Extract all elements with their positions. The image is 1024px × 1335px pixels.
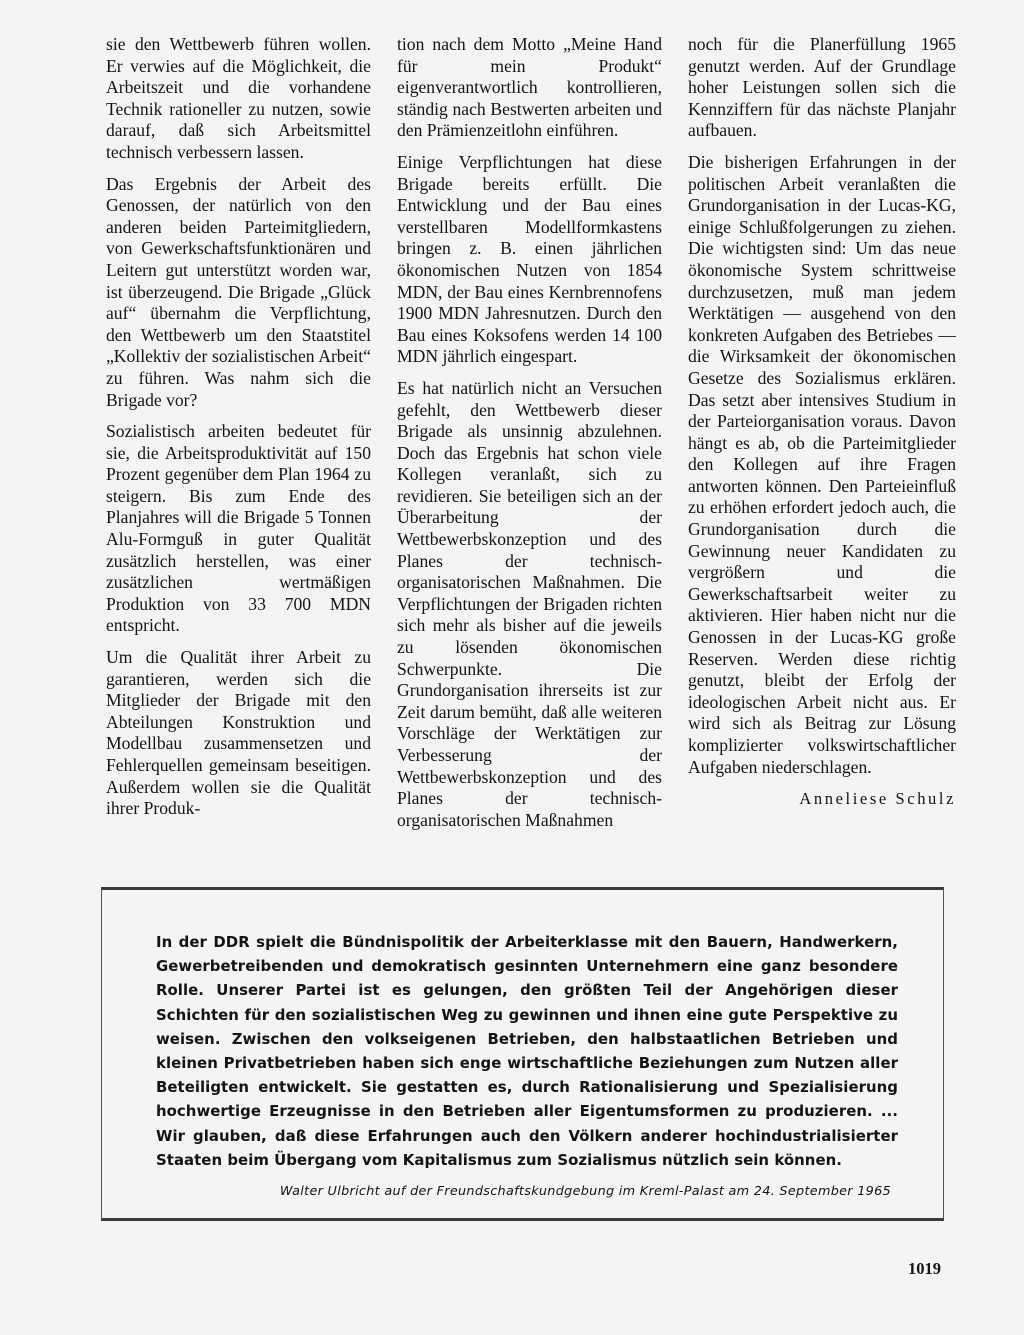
quote-citation: Walter Ulbricht auf der Freundschaftskundgebung im Kreml-Palast am 24. September 1965	[279, 1184, 891, 1199]
quote-box	[101, 887, 944, 1221]
text-column-3	[688, 34, 956, 820]
paragraph: Das Ergebnis der Arbeit des Genossen, der natürlich von den anderen beiden Parteimitgliedern, von Gewerkschaftsfunktionären und Leitern gut unterstützt worden war, ist überzeugend. Die Brigade „Glück auf“ übernahm die Verpflichtung, den Wettbewerb um den Staatstitel „Kollektiv der sozialistischen Arbeit“ zu führen. Was nahm sich die Brigade vor?	[106, 173, 371, 410]
author-signature: Anneliese Schulz	[799, 789, 956, 809]
paragraph: Einige Verpflichtungen hat diese Brigade bereits erfüllt. Die Entwicklung und der Bau eines verstellbaren Modellformkastens bringen z. B. einen jährlichen ökonomischen Nutzen von 1854 MDN, der Bau eines Kernbrennofens 1900 MDN Jahresnutzen. Durch den Bau eines Koksofens werden 14 100 MDN jährlich eingespart.	[397, 151, 662, 367]
page-number: 1019	[908, 1259, 941, 1278]
paragraph: Um die Qualität ihrer Arbeit zu garantieren, werden sich die Mitglieder der Brigade mit den Abteilungen Konstruktion und Modellbau zusammensetzen und Fehlerquellen gemeinsam beseitigen. Außerdem wollen sie die Qualität ihrer Produk-	[106, 647, 371, 819]
paragraph: Sozialistisch arbeiten bedeutet für sie, die Arbeitsproduktivität auf 150 Prozent gegenüber dem Plan 1964 zu steigern. Bis zum Ende des Planjahres will die Brigade 5 Tonnen Alu-Formguß in guter Qualität zusätzlich herstellen, was einer zusätzlichen wertmäßigen Produktion von 33 700 MDN entspricht.	[106, 421, 371, 636]
paragraph: Es hat natürlich nicht an Versuchen gefehlt, den Wettbewerb dieser Brigade als unsinnig abzulehnen. Doch das Ergebnis hat schon viele Kollegen veranlaßt, sich zu revidieren. Sie beteiligen sich an der Überarbeitung der Wettbewerbskonzeption und des Planes der technisch-organisatorischen Maßnahmen. Die Verpflichtungen der Brigaden richten sich mehr als bisher auf die jeweils zu lösenden ökonomischen Schwerpunkte. Die Grundorganisation ihrerseits ist zur Zeit darum bemüht, daß alle weiteren Vorschläge der Werktätigen zur Verbesserung der Wettbewerbskonzeption und des Planes der technisch-organisatorischen Maßnahmen	[397, 377, 662, 830]
paragraph: tion nach dem Motto „Meine Hand für mein Produkt“ eigenverantwortlich kontrollieren, ständig nach Bestwerten arbeiten und den Prämienzeitlohn einführen.	[397, 34, 662, 141]
paragraph: Die bisherigen Erfahrungen in der politischen Arbeit veranlaßten die Grundorganisation in der Lucas-KG, einige Schlußfolgerungen zu ziehen. Die wichtigsten sind: Um das neue ökonomische System schrittweise durchzusetzen, muß man jedem Werktätigen — ausgehend von den konkreten Aufgaben des Betriebes — die Wirksamkeit der ökonomischen Gesetze des Sozialismus erklären. Das setzt aber intensives Studium in der Parteiorganisation voraus. Davon hängt es ab, ob die Parteimitglieder den Kollegen auf ihre Fragen antworten können. Den Parteieinfluß zu erhöhen erfordert jedoch auch, die Grundorganisation durch die Gewinnung neuer Kandidaten zu vergrößern und die Gewerkschaftsarbeit weiter zu aktivieren. Hier haben nicht nur die Genossen in der Lucas-KG große Reserven. Werden diese richtig genutzt, bleibt der Erfolg der ideologischen Arbeit nicht aus. Er wird sich als Beitrag zur Lösung komplizierter volkswirtschaftlicher Aufgaben niederschlagen.	[688, 151, 956, 777]
quote-text: In der DDR spielt die Bündnispolitik der Arbeiterklasse mit den Bauern, Handwerkern, Gewerbetreibenden und demokratisch gesinnten Unternehmern eine ganz besondere Rolle. Unserer Partei ist es gelungen, den größten Teil der Angehörigen dieser Schichten für den sozialistischen Weg zu gewinnen und ihnen eine gute Perspektive zu weisen. Zwischen den volkseigenen Betrieben, den halbstaatlichen Betrieben und kleinen Privatbetrieben haben sich enge wirtschaftliche Beziehungen zum Nutzen aller Beteiligten entwickelt. Sie gestatten es, durch Rationalisierung und Spezialisierung hochwertige Erzeugnisse in den Betrieben aller Eigentumsformen zu produzieren. ... Wir glauben, daß diese Erfahrungen auch den Völkern anderer hochindustrialisierter Staaten beim Übergang vom Kapitalismus zum Sozialismus nützlich sein können.	[156, 933, 898, 1169]
paragraph: noch für die Planerfüllung 1965 genutzt werden. Auf der Grundlage hoher Leistungen sollen sich die Kennziffern für das nächste Planjahr aufbauen.	[688, 34, 956, 141]
paragraph: sie den Wettbewerb führen wollen. Er verwies auf die Möglichkeit, die Arbeitszeit und die vorhandene Technik rationeller zu nutzen, sowie darauf, daß sich Arbeitsmittel technisch verbessern lassen.	[106, 34, 371, 162]
text-column-1	[106, 34, 371, 830]
text-column-2	[397, 34, 662, 841]
